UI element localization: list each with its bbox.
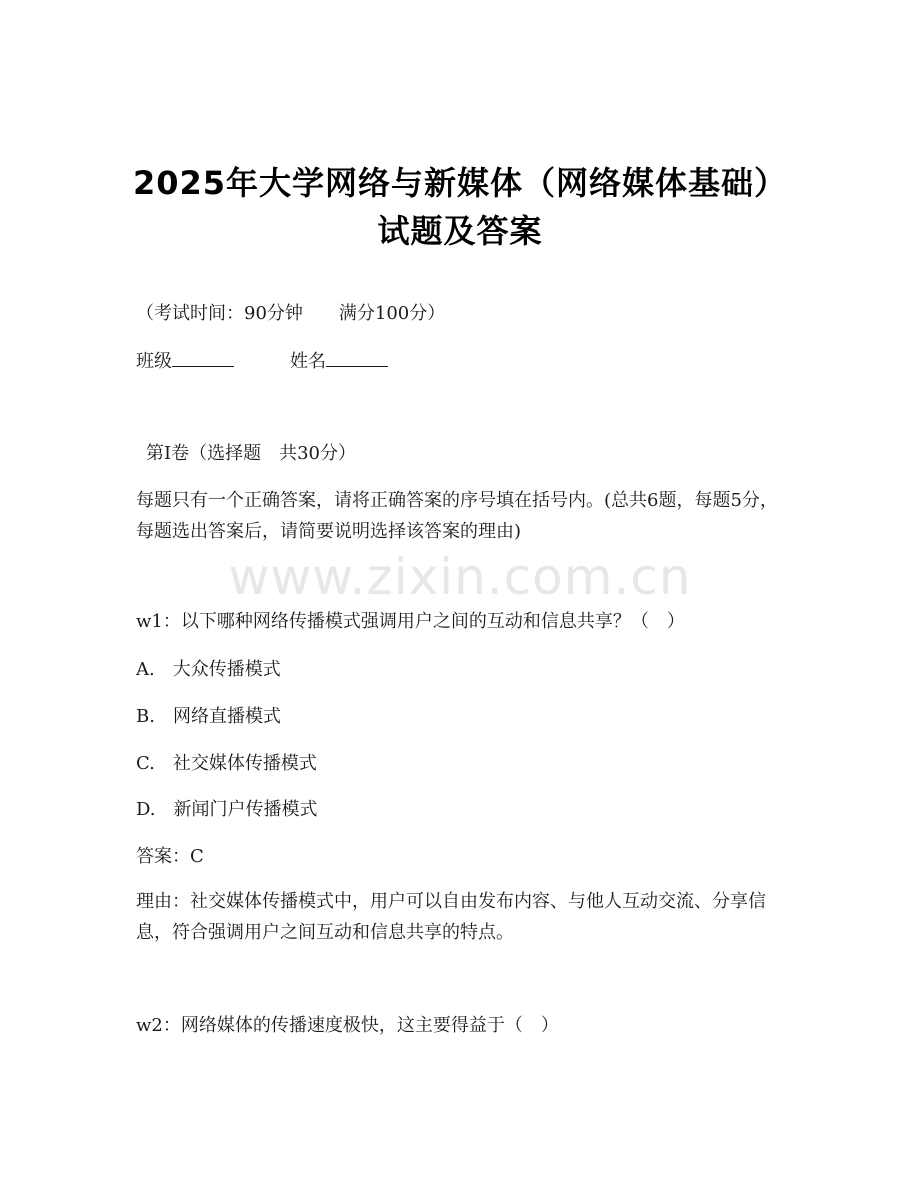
class-label: 班级 [136, 351, 172, 372]
question-1-option-c: C. 社交媒体传播模式 [136, 753, 317, 774]
question-1-reason: 理由：社交媒体传播模式中，用户可以自由发布内容、与他人互动交流、分享信息，符合强调用户之间互动和信息共享的特点。 [136, 891, 766, 943]
class-blank [172, 350, 234, 367]
instructions: 每题只有一个正确答案，请将正确答案的序号填在括号内。(总共6题，每题5分，每题选出答案后，请简要说明选择该答案的理由) [136, 490, 778, 542]
name-blank [326, 350, 388, 367]
watermark: www.zixin.com.cn [228, 548, 692, 606]
name-label: 姓名 [290, 351, 326, 372]
document-title-line-2: 试题及答案 [377, 212, 543, 250]
question-1-answer: 答案：C [136, 846, 204, 867]
question-1-option-b: B. 网络直播模式 [136, 706, 281, 727]
question-2-stem: w2：网络媒体的传播速度极快，这主要得益于（ ） [136, 1015, 559, 1036]
question-1-stem: w1：以下哪种网络传播模式强调用户之间的互动和信息共享？（ ） [136, 611, 685, 632]
question-1-option-d: D. 新闻门户传播模式 [136, 799, 318, 820]
student-info-row [136, 350, 388, 374]
question-1-option-a: A. 大众传播模式 [136, 659, 281, 680]
section-title: 第Ⅰ卷（选择题 共30分） [146, 443, 357, 464]
document-title-line-1: 2025年大学网络与新媒体（网络媒体基础） [132, 164, 788, 202]
exam-info: （考试时间：90分钟 满分100分） [136, 303, 446, 324]
